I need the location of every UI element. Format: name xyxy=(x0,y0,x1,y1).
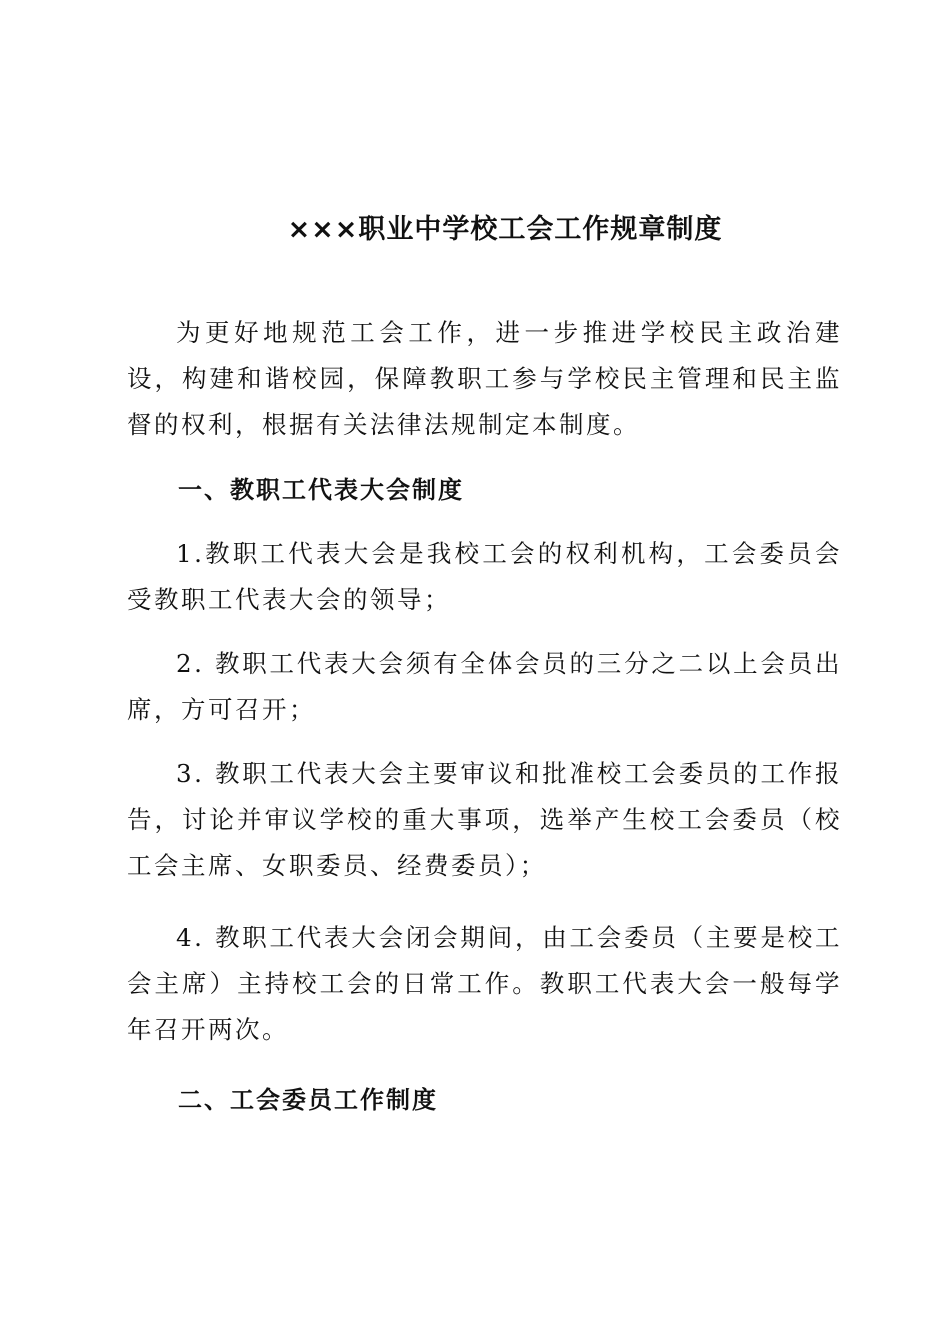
item-text: 2. 教职工代表大会须有全体会员的三分之二以上会员出席，方可召开； xyxy=(127,649,842,724)
section1-item-4 xyxy=(127,915,842,1053)
intro-text: 为更好地规范工会工作，进一步推进学校民主政治建设，构建和谐校园，保障教职工参与学校民主管理和民主监督的权利，根据有关法律法规制定本制度。 xyxy=(127,318,842,439)
section1-item-2 xyxy=(127,641,842,733)
intro-paragraph xyxy=(127,310,842,448)
item-text: 4. 教职工代表大会闭会期间，由工会委员（主要是校工会主席）主持校工会的日常工作。教职工代表大会一般每学年召开两次。 xyxy=(127,923,842,1044)
section-heading-1: 一、教职工代表大会制度 xyxy=(178,476,464,504)
item-text: 3. 教职工代表大会主要审议和批准校工会委员的工作报告，讨论并审议学校的重大事项，选举产生校工会委员（校工会主席、女职委员、经费委员）； xyxy=(127,759,842,880)
item-text: 1.教职工代表大会是我校工会的权利机构，工会委员会受教职工代表大会的领导； xyxy=(127,539,842,614)
section1-item-3 xyxy=(127,751,842,889)
section-heading-2: 二、工会委员工作制度 xyxy=(178,1086,438,1114)
document-title: ×××职业中学校工会工作规章制度 xyxy=(287,214,723,245)
section1-item-1 xyxy=(127,531,842,623)
